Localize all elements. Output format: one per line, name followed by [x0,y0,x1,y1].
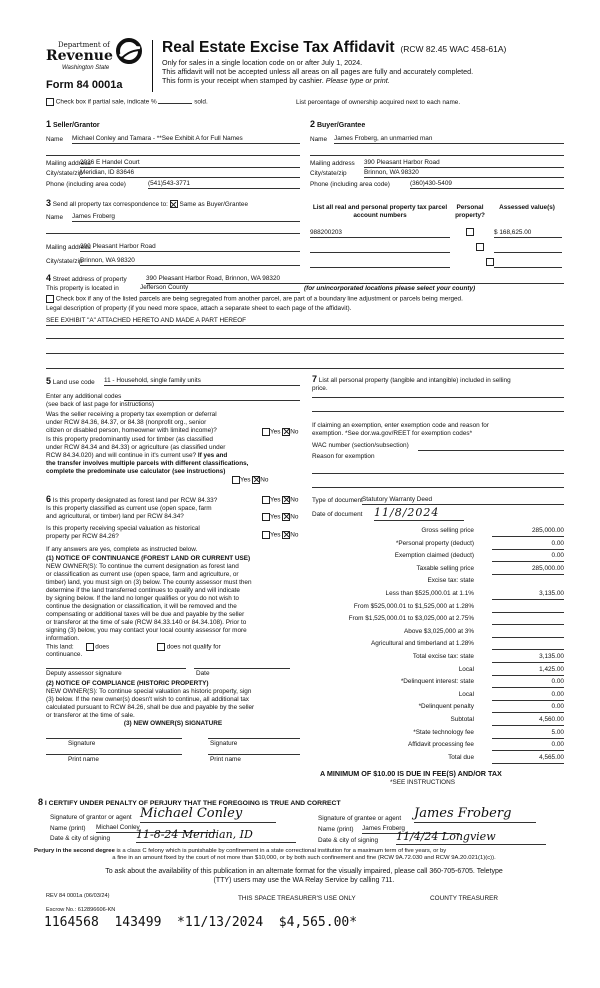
buyer-city-field[interactable]: Brinnon, WA 98320 [364,169,564,178]
calc-row [310,652,564,665]
additional-codes-label: Enter any additional codes [46,393,122,400]
personal-property-field-2[interactable] [312,410,564,412]
print-name-label-2: Print name [210,756,241,763]
revision-label: REV 84 0001a (06/03/24) [46,893,110,899]
calc-row-label: Local [458,665,474,673]
calc-row-label: Total excise tax: state [412,652,474,660]
notice-line: information. [46,635,80,642]
sec6-q2-yes[interactable] [262,513,270,521]
street-address-row: 4 Street address of property [46,273,127,283]
notice-line: continue the designation or classification, it will be removed and the [46,603,237,610]
county-field[interactable]: Jefferson County [140,284,300,293]
calc-row [310,715,564,728]
minimum-due-note: A MINIMUM OF $10.00 IS DUE IN FEE(S) AND/OR TAX [320,769,502,778]
buyer-blank-line[interactable] [310,154,564,156]
grantor-sig-label: Signature of grantor or agent [50,814,132,821]
legal-description-field[interactable]: SEE EXHIBIT "A" ATTACHED HERETO AND MADE A PART HEREOF [46,317,564,326]
segregation-row: Check box if any of the listed parcels are being segregated from another parcel, are part of a boundary line adjustment or parcels being merged. [46,295,463,304]
calc-row-label: Subtotal [450,715,474,723]
parcel-field-2[interactable] [310,251,450,253]
calc-row-value[interactable]: 0.00 [492,741,564,751]
partial-sale-row: Check box if partial sale, indicate % sold. [46,98,208,107]
sec6-q2-yesno: Yes No [262,513,298,522]
parcel-field-3[interactable] [310,266,450,268]
calc-row-label: *Personal property (deduct) [395,539,474,547]
calc-row-value[interactable]: 1,425.00 [492,666,564,676]
dept-line3: Washington State [62,65,110,71]
calc-row [310,677,564,690]
seller-mailing-field[interactable]: 2036 E Handel Court [80,159,300,168]
sec5-q1-no[interactable] [282,428,290,436]
calc-row [310,627,564,640]
signature-label-2: Signature [210,740,238,747]
deputy-date-field[interactable] [194,667,290,669]
calc-row [310,665,564,678]
calc-row [310,602,564,615]
street-address-field[interactable]: 390 Pleasant Harbor Road, Brinnon, WA 98320 [146,275,564,284]
notice-line: determine if the land transferred continues to qualify and will indicate [46,587,240,594]
calc-row [310,589,564,602]
additional-codes-note: (see back of last page for instructions) [46,401,154,408]
sec6-instructions: If any answers are yes, complete as instructed below. [46,546,198,553]
ownership-note: List percentage of ownership acquired next to each name. [296,99,461,106]
notice-line: or transferor at the time of sale. [46,712,135,719]
calc-row [310,702,564,715]
doc-date-field[interactable]: 11/8/2024 [374,506,464,521]
calc-row-value[interactable] [492,640,564,650]
sec6-q2: Is this property classified as current use (open space, farm and agricultural, or timber) land per RCW 84.34? [46,505,212,520]
sec3-city-field[interactable]: Brinnon, WA 98320 [80,257,300,266]
buyer-city-label: City/state/zip [310,170,347,177]
calc-row [310,690,564,703]
calc-row [310,551,564,564]
notice1-title: (1) NOTICE OF CONTINUANCE (FOREST LAND OR CURRENT USE) [46,555,251,562]
notice-line: or classification as current use (open space, farm and agriculture, or [46,571,239,578]
calc-row-value[interactable]: 0.00 [492,703,564,713]
assessed-field-2[interactable] [494,251,562,253]
county-label: This property is located in [46,285,119,292]
personal-checkbox-3[interactable] [486,258,494,266]
grantee-name-field[interactable]: James Froberg [362,825,460,834]
grantor-date-city-label: Date & city of signing [50,835,111,842]
sec5-q2-yes[interactable] [232,476,240,484]
grantor-signature[interactable]: Michael Conley [140,806,276,823]
calc-row [310,526,564,539]
buyer-phone-label: Phone (including area code) [310,181,390,188]
calc-row-value[interactable] [492,603,564,613]
see-instructions-note: *SEE INSTRUCTIONS [390,779,455,786]
header-line1: Only for sales in a single location code on or after July 1, 2024. [162,58,363,67]
notice-line: calculated pursuant to RCW 84.26, shall be due and payable by the seller [46,704,255,711]
calc-row-label: Total due [448,753,474,761]
deputy-signature-label: Deputy assessor signature [46,670,122,677]
certify-statement: 8 I CERTIFY UNDER PENALTY OF PERJURY THAT THE FOREGOING IS TRUE AND CORRECT [38,797,341,807]
sec6-q3-yesno: Yes No [262,531,298,540]
calc-row-value[interactable]: 4,560.00 [492,716,564,726]
seller-phone-label: Phone (including area code) [46,181,126,188]
sec5-q2-yesno: Yes No [232,476,268,485]
legal-blank-line-2[interactable] [46,352,564,354]
dor-swoosh-icon [116,38,142,66]
escrow-number: Escrow No.: 612896606-KN [46,907,116,913]
assessed-field-3[interactable] [494,266,562,268]
sec5-q1: Was the seller receiving a property tax exemption or deferral under RCW 84.36, 84.37, or 84.38 (nonprofit org., senior citizen or disabled person, homeowner with limited income)? [46,411,217,434]
calc-row-label: *Delinquent penalty [418,703,474,711]
notice-line: by signing below. If the land no longer qualifies or you do not wish to [46,595,239,602]
buyer-phone-field[interactable]: (360)430-5409 [410,180,564,189]
treasurer-only-label: THIS SPACE TREASURER'S USE ONLY [238,895,356,902]
seller-mailing-label: Mailing address [46,160,91,167]
parcel-col-header: List all real and personal property tax parcel account numbers [312,204,448,219]
sec6-q3-no[interactable] [282,531,290,539]
legal-description-label: Legal description of property (if you need more space, attach a separate sheet to each page of the affidavit). [46,305,352,312]
land-does-not-checkbox[interactable] [157,643,165,651]
county-treasurer-label: COUNTY TREASURER [430,895,498,902]
sec3-blank-line-1[interactable] [46,232,300,234]
header-divider [152,40,153,92]
calc-row-value[interactable]: 0.00 [492,552,564,562]
calc-row [310,614,564,627]
deputy-signature-field[interactable] [46,667,186,669]
sec5-q2-no[interactable] [252,476,260,484]
sec3-city-label: City/state/zip [46,258,83,265]
calc-row-value[interactable] [492,615,564,625]
personal-col-header: Personal property? [455,204,485,219]
print-name-label-1: Print name [68,756,99,763]
notice-line: or transferor at the time of sale (RCW 84.33.140 or 84.34.108). Prior to [46,619,247,626]
buyer-heading: 2 Buyer/Grantee [310,119,366,129]
personal-property-field-1[interactable] [312,396,564,398]
assessed-col-header: Assessed value(s) [499,204,555,211]
county-note: (for unincorporated locations please select your county) [304,285,476,292]
header-line3: This form is your receipt when stamped by cashier. Please type or print. [162,76,390,85]
tax-calculation-table [310,526,564,765]
sec5-q2: Is this property predominantly used for timber (as classified under RCW 84.34 and 84.33) or agriculture (as classified under RCW 84.34.020) and will continue in it's current use? If yes and the transfer involves multiple parcels with different classifications, complete the predominate use calculator (see instructions) [46,436,249,475]
deputy-date-label: Date [196,670,210,677]
calc-row-label: Gross selling price [421,527,474,534]
new-owner-print-field-1[interactable] [46,753,182,755]
tax-correspondence-row: 3 Send all property tax correspondence to: Same as Buyer/Grantee [46,198,249,208]
seller-name-label: Name [46,136,64,143]
reason-label: Reason for exemption [312,453,375,460]
calc-row-value[interactable]: 0.00 [492,540,564,550]
sec3-mailing-field[interactable]: 390 Pleasant Harbor Road [80,243,300,252]
calc-row [310,639,564,652]
new-owner-print-field-2[interactable] [208,753,300,755]
seller-phone-field[interactable]: (541)543-3771 [148,180,300,189]
calc-row-value[interactable] [492,577,564,586]
buyer-name-label: Name [310,136,328,143]
land-use-row: 5 Land use code [46,376,95,386]
partial-sale-checkbox[interactable] [46,98,54,106]
grantee-sig-label: Signature of grantee or agent [318,815,402,822]
calc-row-value[interactable] [492,628,564,638]
availability-notice: To ask about the availability of this publication in an alternate format for the visually impaired, please call 360-705-6705. Teletype (TTY) users may use the WA Relay Service by calling 711. [105,868,503,884]
notice-line: signing (3) below, you may contact your local county assessor for more [46,627,247,634]
notice-line: NEW OWNER(S): To continue special valuation as historic property, sign [46,688,252,695]
personal-checkbox-1[interactable] [466,228,474,236]
calc-row-label: Local [458,690,474,698]
sec3-name-label: Name [46,214,64,221]
segregation-checkbox[interactable] [46,295,54,303]
doc-type-label: Type of document [312,497,363,504]
new-owner-signature-field-2[interactable] [208,737,300,739]
seller-heading: 1 Seller/Grantor [46,119,100,129]
calc-row-label: Affidavit processing fee [408,741,474,749]
seller-city-field[interactable]: Meridian, ID 83646 [80,169,300,178]
doc-type-field[interactable]: Statutory Warranty Deed [362,496,564,505]
personal-checkbox-2[interactable] [476,243,484,251]
grantee-date-city-label: Date & city of signing [318,837,379,844]
sec6-q3: Is this property receiving special valuation as historical property per RCW 84.26? [46,525,200,540]
calc-row-label: From $1,525,000.01 to $3,025,000 at 2.75% [348,615,474,623]
grantee-date-city-field[interactable]: 11/4/24 Longview [396,830,546,845]
calc-row [310,728,564,741]
calc-row-value[interactable]: 4,565.00 [492,754,564,764]
grantee-name-label: Name (print) [318,826,354,833]
buyer-mailing-field[interactable]: 390 Pleasant Harbor Road [364,159,564,168]
legal-blank-line-1[interactable] [46,337,564,339]
grantee-signature[interactable]: James Froberg [414,806,536,823]
new-owner-signature-heading: (3) NEW OWNER(S) SIGNATURE [123,720,223,727]
notice-line: timber) land, you must sign on (3) below. The county assessor must then [46,579,252,586]
land-use-field[interactable]: 11 - Household, single family units [104,377,300,386]
sec6-q1-yesno: Yes No [262,496,298,505]
reason-field[interactable] [312,472,564,474]
notice1-body [46,563,304,643]
notice-line: NEW OWNER(S): To continue the current designation as forest land [46,563,239,570]
calc-row-value[interactable]: 0.00 [492,678,564,688]
sec3-mailing-label: Mailing address [46,244,91,251]
sec6-q1: 6 Is this property designated as forest land per RCW 84.33? [46,494,218,504]
continuance-label: continuance. [46,651,83,658]
calc-row-value[interactable]: 285,000.00 [492,565,564,575]
this-land-row: This land: does does not qualify for [46,643,221,651]
doc-date-label: Date of document [312,511,363,518]
dept-line1: Department of [58,41,110,49]
grantor-name-field[interactable]: Michael Conley [96,824,216,833]
notice2-title: (2) NOTICE OF COMPLIANCE (HISTORIC PROPERTY) [46,680,209,687]
personal-property-label: 7 List all personal property (tangible and intangible) included in selling price. [312,374,511,393]
seller-city-label: City/state/zip [46,170,83,177]
wac-field[interactable] [418,449,564,451]
notice-line: (3) below. If the new owner(s) doesn't wish to continue, all additional tax [46,696,249,703]
buyer-name-field[interactable]: James Froberg, an unmarried man [334,135,564,144]
calc-row [310,564,564,577]
calc-row-label: From $525,000.01 to $1,525,000 at 1.28% [353,602,474,610]
calc-row-value[interactable]: 0.00 [492,691,564,701]
calc-row [310,740,564,753]
partial-percent-field[interactable] [158,103,192,104]
calc-row [310,539,564,552]
calc-row-value[interactable]: 285,000.00 [492,527,564,537]
legal-blank-line-3[interactable] [46,367,564,369]
signature-label-1: Signature [68,740,96,747]
cashier-stamp: 1164568 143499 *11/13/2024 $4,565.00* [44,915,358,930]
page-title: Real Estate Excise Tax Affidavit (RCW 82.45 WAC 458-61A) [162,39,507,56]
calc-row-label: Exemption claimed (deduct) [394,552,474,560]
buyer-mailing-label: Mailing address [310,160,355,167]
dept-line2: Revenue [46,48,113,64]
sec3-name-field[interactable]: James Froberg [72,213,300,222]
calc-row-value[interactable]: 3,135.00 [492,653,564,663]
calc-row-label: Excise tax: state [427,577,474,585]
assessed-field-1[interactable]: $ 168,625.00 [494,229,562,238]
sec5-q1-yesno: Yes No [262,428,298,437]
sec6-q3-yes[interactable] [262,531,270,539]
calc-row-label: *State technology fee [413,728,474,736]
sec6-q1-no[interactable] [282,496,290,504]
calc-row [310,576,564,589]
reason-field-2[interactable] [312,486,564,488]
calc-row [310,753,564,766]
perjury-notice: Perjury in the second degree is a class C felony which is punishable by confinement in a state correctional institution for a maximum term of five years, or by a fine in an amount fixed by the court of not more than $10,000, or by both such confinement and fine (RCW 9A.72.030 and RCW 9A.20.021(1)(c)). [34,848,496,862]
grantor-date-city-field[interactable]: 11-8-24 Meridian, ID [136,828,296,843]
calc-row-label: Agricultural and timberland at 1.28% [370,640,474,648]
header-line2: This affidavit will not be accepted unless all areas on all pages are fully and accurately completed. [162,67,474,76]
form-number: Form 84 0001a [46,79,123,91]
notice2-body [46,688,304,720]
grantor-name-label: Name (print) [50,825,86,832]
calc-row-value[interactable]: 3,135.00 [492,590,564,600]
calc-row-label: Taxable selling price [416,564,474,572]
land-does-checkbox[interactable] [86,643,94,651]
seller-blank-line[interactable] [46,154,300,156]
wac-label: WAC number (section/subsection) [312,442,409,449]
parcel-field-1[interactable]: 988200203 [310,229,450,238]
new-owner-signature-field-1[interactable] [46,737,182,739]
calc-row-label: Less than $525,000.01 at 1.1% [385,589,474,597]
sec5-q1-yes[interactable] [262,428,270,436]
calc-row-value[interactable]: 5.00 [492,729,564,739]
seller-name-field[interactable]: Michael Conley and Tamara - **See Exhibit A for Full Names [72,135,300,144]
sec6-q2-no[interactable] [282,513,290,521]
notice-line: compensating or additional taxes will be due and payable by the seller [46,611,245,618]
calc-row-label: Above $3,025,000 at 3% [404,627,474,635]
exemption-label: If claiming an exemption, enter exemption code and reason for exemption. *See dor.wa.gov/REET for exemption codes* [312,422,489,437]
same-as-buyer-checkbox[interactable] [170,200,178,208]
sec6-q1-yes[interactable] [262,496,270,504]
calc-row-label: *Delinquent interest: state [400,678,474,686]
